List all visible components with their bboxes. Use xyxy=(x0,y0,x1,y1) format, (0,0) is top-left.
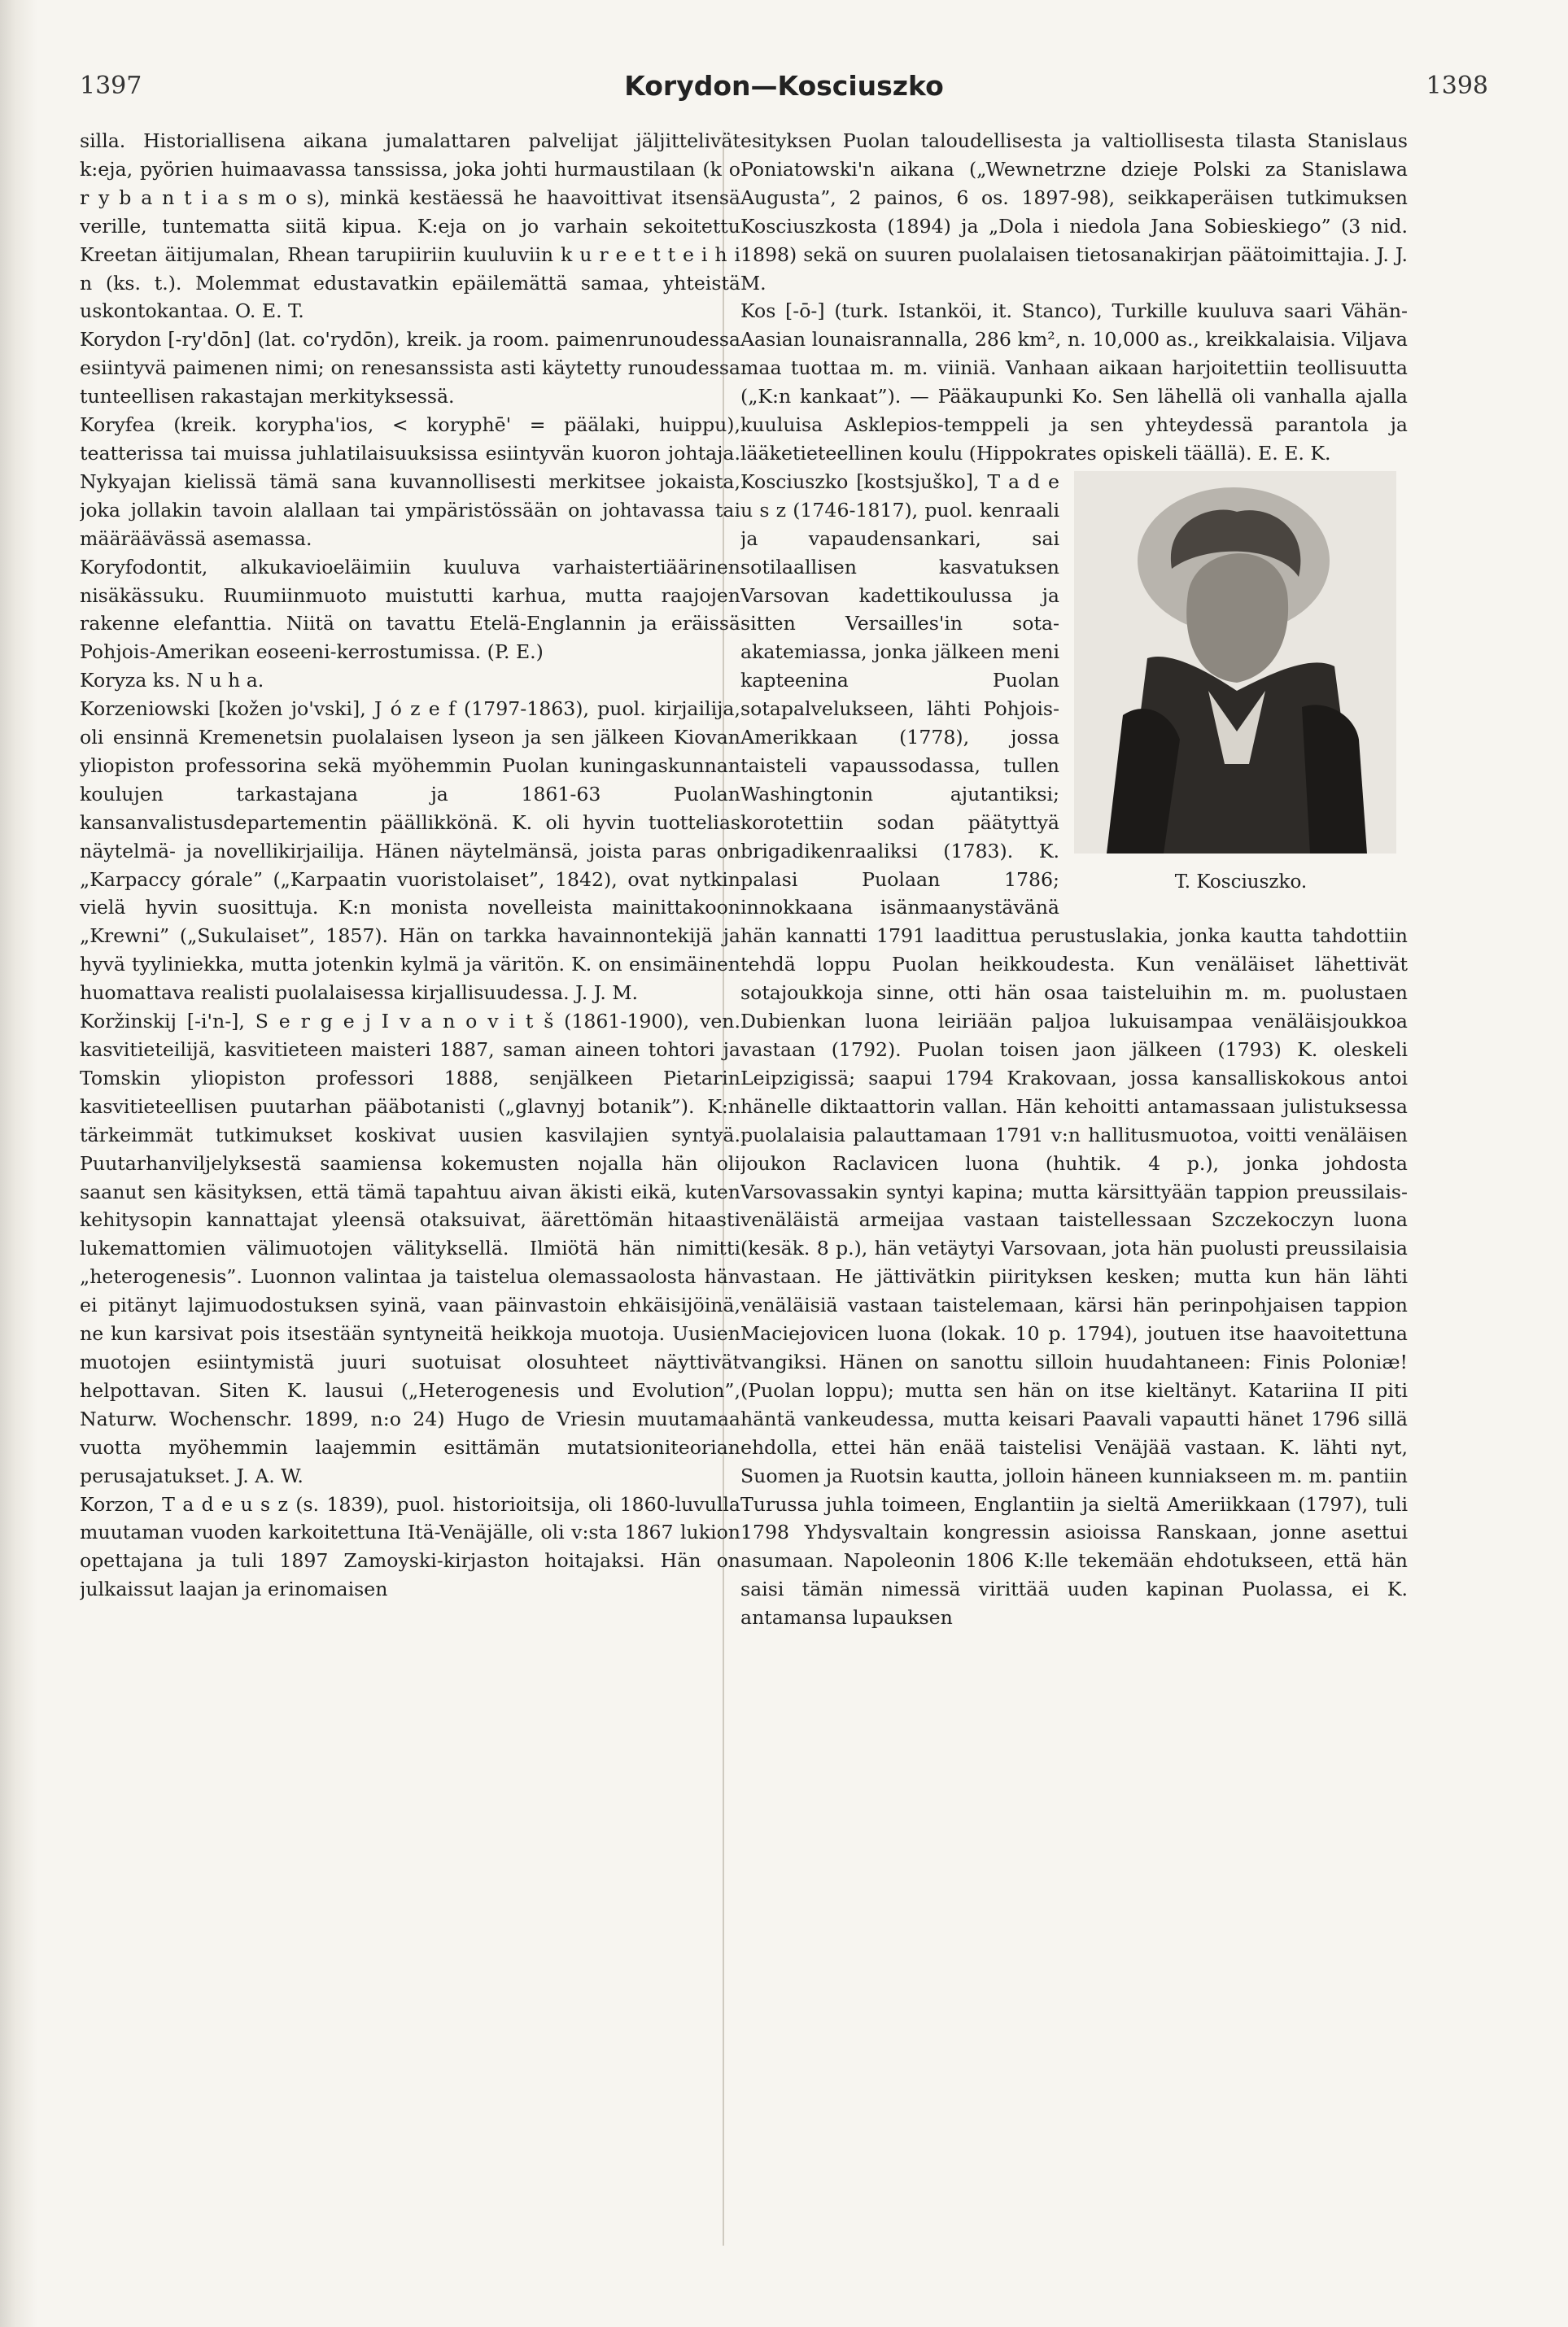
right-column xyxy=(740,127,1408,2267)
kosciuszko-portrait-image xyxy=(1074,471,1396,854)
running-header xyxy=(0,72,1568,107)
running-title: Korydon—Kosciuszko xyxy=(624,70,944,102)
entry-korydon: Korydon [-ry'dōn] (lat. co'rydōn), kreik. ja room. paimenrunoudessa esiintyvä paimenen nimi; on renesanssista asti käytetty runoudessa tunteellisen rakastajan merkityksessä. xyxy=(80,328,740,408)
entry-koryfodontit: Koryfodontit, alkukavioeläimiin kuuluva varhaistertiäärinen nisäkässuku. Ruumiinmuoto muistutti karhua, mutta raajojen rakenne elefanttia. Niitä on tavattu Etelä-Englannin ja eräissä Pohjois-Amerikan eoseeni-kerrostumissa. (P. E.) xyxy=(80,555,740,664)
entry-kosciuszko: Kosciuszko [kostsjuško], T a d e u s z (1746-1817), puol. kenraali ja vapaudensankari, sai sotilaallisen kasvatuksen Varsovan kadettikoulussa ja sitten Versailles'in sota-akatemiassa, jonka jälkeen meni kapteenina Puolan sotapalvelukseen, lähti Pohjois-Amerikkaan (1778), jossa taisteli vapaussodassa, tullen Washingtonin ajutantiksi; korotettiin sodan päätyttyä brigadikenraaliksi (1783). K. palasi Puolaan 1786; innokkaana isänmaanystävänä hän kannatti 1791 laadittua perustuslakia, jonka kautta tahdottiin tehdä loppu Puolan heikkoudesta. Kun venäläiset lähettivät sotajoukkoja sinne, otti hän osaa taisteluihin m. m. puolustaen Dubienkan luona leiriään paljoa lukuisampaa venäläisjoukkoa vastaan (1792). Puolan toisen jaon jälkeen (1793) K. oleskeli Leipzigissä; saapui 1794 Krakovaan, jossa kansalliskokous antoi hänelle diktaattorin vallan. Hän kehoitti antamassaan julistuksessa puolalaisia palauttamaan 1791 v:n hallitusmuotoa, voitti venäläisen joukon Raclavicen luona (huhtik. 4 p.), jonka johdosta Varsovassakin syntyi kapina; mutta kärsittyään tappion preussilais-venäläistä armeijaa vastaan taistellessaan Szczekoczyn luona (kesäk. 8 p.), hän vetäytyi Varsovaan, jota hän puolusti preussilaisia vastaan. He jättivätkin piirityksen kesken; mutta kun hän lähti venäläisiä vastaan taistelemaan, kärsi hän perinpohjaisen tappion Maciejovicen luona (lokak. 10 p. 1794), joutuen itse haavoitettuna vangiksi. Hänen on sanottu silloin huudahtaneen: Finis Poloniæ! (Puolan loppu); mutta sen hän on itse kieltänyt. Katariina II piti häntä vankeudessa, mutta keisari Paavali vapautti hänet 1796 sillä ehdolla, ettei hän enää taistelisi Venäjää vastaan. K. lähti nyt, Suomen ja Ruotsin kautta, jolloin häneen kunniakseen m. m. pantiin Turussa juhla toimeen, Englantiin ja sieltä Ameriikkaan (1797), tuli 1798 Yhdysvaltain kongressin asioissa Ranskaan, jonne asettui asumaan. Napoleonin 1806 K:lle tekemään ehdotukseen, että hän saisi tämän nimessä virittää uuden kapinan Puolassa, ei K. antamansa lupauksen xyxy=(740,469,1408,1630)
entry-korzon: Korzon, T a d e u s z (s. 1839), puol. historioitsija, oli 1860-luvulla muutaman vuoden karkoitettuna Itä-Venäjälle, oli v:sta 1867 lukion opettajana ja tuli 1897 Zamoyski-kirjaston hoitajaksi. Hän on julkaissut laajan ja erinomaisen xyxy=(80,1492,740,1601)
binding-edge xyxy=(0,0,37,2327)
entry-korybantit-cont: silla. Historiallisena aikana jumalattaren palvelijat jäljittelivät k:eja, pyörien huimaavassa tanssissa, joka johti hurmaustilaan (k o r y b a n t i a s m o s), minkä kestäessä he haavoittivat itsensä verille, tuntematta siitä kipua. K:eja on jo varhain sekoitettu Kreetan äitijumalan, Rhean tarupiiriin kuuluviin k u r e e t t e i h i n (ks. t.). Molemmat edustavatkin epäilemättä samaa, yhteistä uskontokantaa. O. E. T. xyxy=(80,129,740,323)
portrait-figure xyxy=(1074,471,1408,897)
page-number-right: 1398 xyxy=(1426,72,1488,100)
left-column xyxy=(80,127,740,2267)
page-number-left: 1397 xyxy=(80,72,142,100)
entry-koryza: Koryza ks. N u h a. xyxy=(80,669,264,692)
entry-korzon-cont: esityksen Puolan taloudellisesta ja valtiollisesta tilasta Stanislaus Poniatowski'n aikana („Wewnetrzne dzieje Polski za Stanislawa Augusta”, 2 painos, 6 os. 1897-98), seikkaperäisen tutkimuksen Kosciuszkosta (1894) ja „Dola i niedola Jana Sobieskiego” (3 nid. 1898) sekä on suuren puolalaisen tietosanakirjan päätoimittajia. J. J. M. xyxy=(740,129,1408,295)
entry-korzinskij: Koržinskij [-i'n-], S e r g e j I v a n o v i t š (1861-1900), ven. kasvitieteilijä, kasvitieteen maisteri 1887, saman aineen tohtori ja Tomskin yliopiston professori 1888, senjälkeen Pietarin kasvitieteellisen puutarhan pääbotanisti („glavnyj botanik”). K:n tärkeimmät tutkimukset koskivat uusien kasvilajien syntyä. Puutarhanviljelyksestä saamiensa kokemusten nojalla hän oli saanut sen käsityksen, että tämä tapahtuu aivan äkisti eikä, kuten kehitysopin kannattajat yleensä otaksuivat, äärettömän hitaasti lukemattomien välimuotojen välityksellä. Ilmiötä hän nimitti „heterogenesis”. Luonnon valintaa ja taistelua olemassaolosta hän ei pitänyt lajimuodostuksen syinä, vaan päinvastoin ehkäisijöinä, ne kun karsivat pois itsestään syntyneitä heikkoja muotoja. Uusien muotojen esiintymistä juuri suotuisat olosuhteet näyttivät helpottavan. Siten K. lausui („Heterogenesis und Evolution”, Naturw. Wochenschr. 1899, n:o 24) Hugo de Vriesin muutamaa vuotta myöhemmin laajemmin esittämän mutatsioniteorian perusajatukset. J. A. W. xyxy=(80,1010,740,1487)
entry-kos: Kos [-ō-] (turk. Istanköi, it. Stanco), Turkille kuuluva saari Vähän-Aasian lounaisrannalla, 286 km², n. 10,000 as., kreikkalaisia. Viljava maa tuottaa m. m. viiniä. Vanhaan aikaan harjoitettiin teollisuutta („K:n kankaat”). — Pääkaupunki Ko. Sen lähellä oli vanhalla ajalla kuuluisa Asklepios-temppeli ja sen yhteydessä parantola ja lääketieteellinen koulu (Hippokrates opiskeli täällä). E. E. K. xyxy=(740,299,1408,465)
entry-korzeniowski: Korzeniowski [kožen jo'vski], J ó z e f (1797-1863), puol. kirjailija, oli ensinnä Kremenetsin puolalaisen lyseon ja sen jälkeen Kiovan yliopiston professorina sekä myöhemmin Puolan kuningaskunnan koulujen tarkastajana ja 1861-63 Puolan kansanvalistusdepartementin päällikkönä. K. oli hyvin tuottelias näytelmä- ja novellikirjailija. Hänen näytelmänsä, joista paras on „Karpaccy górale” („Karpaatin vuoristolaiset”, 1842), ovat nytkin vielä hyvin suosittuja. K:n monista novelleista mainittakoon „Krewni” („Sukulaiset”, 1857). Hän on tarkka havainnontekijä ja hyvä tyyliniekka, mutta jotenkin kylmä ja väritön. K. on ensimäinen huomattava realisti puolalaisessa kirjallisuudessa. J. J. M. xyxy=(80,697,740,1005)
portrait-caption: T. Kosciuszko. xyxy=(1174,871,1308,893)
entry-koryfea: Koryfea (kreik. korypha'ios, < koryphē' = päälaki, huippu), teatterissa tai muissa juhlatilaisuuksissa esiintyvän kuoron johtaja. Nykyajan kielissä tämä sana kuvannollisesti merkitsee jokaista, joka jollakin tavoin alallaan tai ympäristössään on johtavassa tai määräävässä asemassa. xyxy=(80,413,740,550)
